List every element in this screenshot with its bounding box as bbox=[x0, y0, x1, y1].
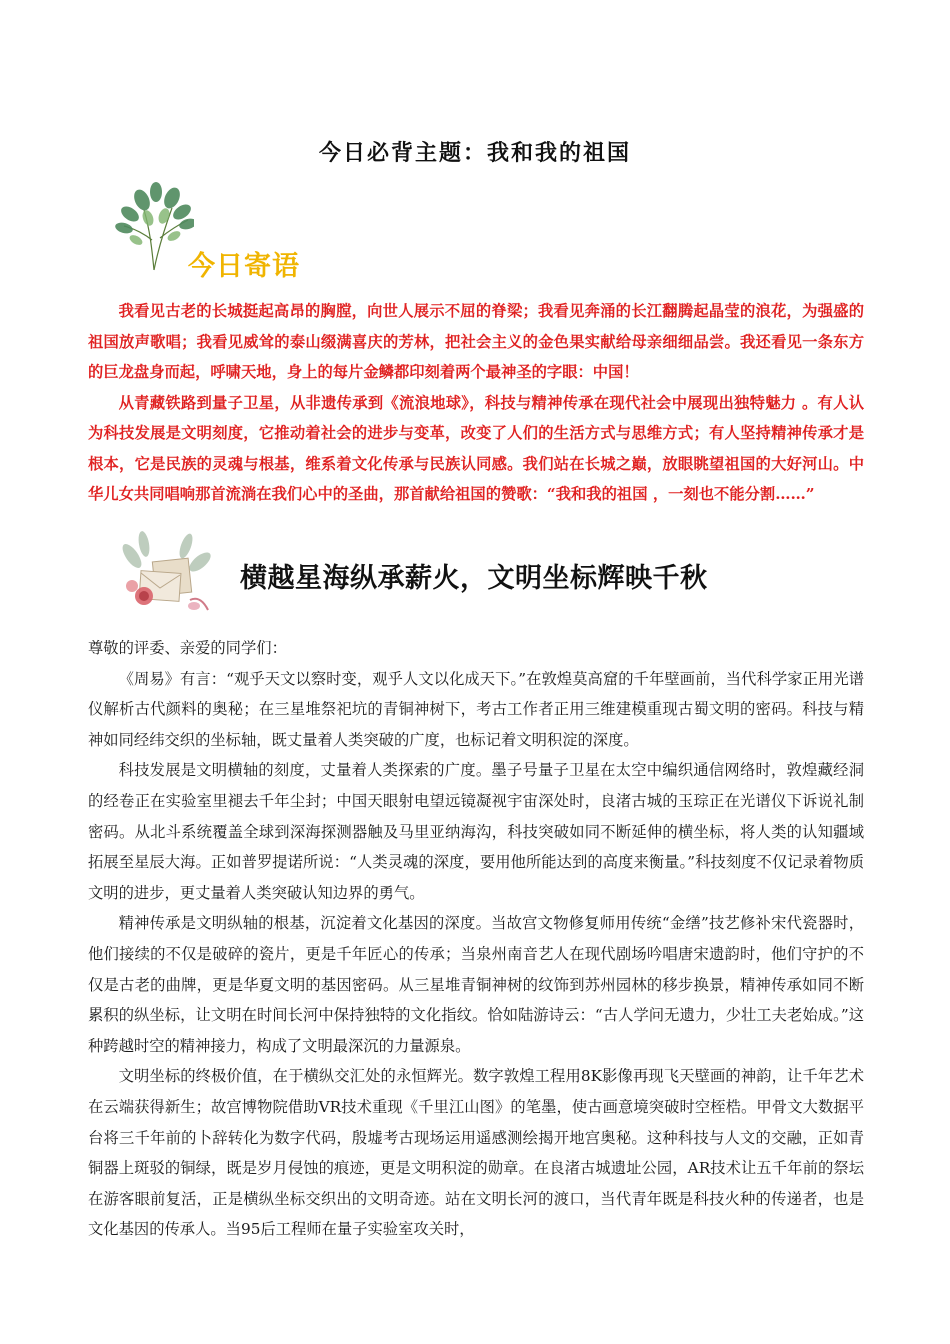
essay-title: 横越星海纵承薪火，文明坐标辉映千秋 bbox=[240, 563, 708, 594]
banner-label: 今日寄语 bbox=[188, 251, 300, 282]
essay-paragraph: 《周易》有言：“观乎天文以察时变，观乎人文以化成天下。”在敦煌莫高窟的千年壁画前，当代科学家正用光谱仪解析古代颜料的奥秘；在三星堆祭祀坑的青铜神树下，考古工作者正用三维建模重现古蜀文明的密码。科技与精神如同经纬交织的坐标轴，既丈量着人类突破的广度，也标记着文明积淀的深度。 bbox=[88, 669, 864, 749]
essay-paragraph: 文明坐标的终极价值，在于横纵交汇处的永恒辉光。数字敦煌工程用8K影像再现飞天壁画的神韵，让千年艺术在云端获得新生；故宫博物院借助VR技术重现《千里江山图》的笔墨，使古画意境突破时空桎梏。甲骨文大数据平台将三千年前的卜辞转化为数字代码，殷墟考古现场运用遥感测绘揭开地宫奥秘。这种科技与人文的交融，正如青铜器上斑驳的铜绿，既是岁月侵蚀的痕迹，更是文明积淀的勋章。在良渚古城遗址公园，AR技术让五千年前的祭坛在游客眼前复活，正是横纵坐标交织出的文明奇迹。站在文明长河的渡口，当代青年既是科技火种的传递者，也是文化基因的传承人。当95后工程师在量子实验室攻关时， bbox=[88, 1067, 864, 1239]
essay-body bbox=[88, 633, 864, 1245]
essay-paragraph: 科技发展是文明横轴的刻度，丈量着人类探索的广度。墨子号量子卫星在太空中编织通信网络时，敦煌藏经洞的经卷正在实验室里褪去千年尘封；中国天眼射电望远镜凝视宇宙深处时，良渚古城的玉琮正在光谱仪下诉说礼制密码。从北斗系统覆盖全球到深海探测器触及马里亚纳海沟，科技突破如同不断延伸的横坐标，将人类的认知疆域拓展至星辰大海。正如普罗提诺所说：“人类灵魂的深度，要用他所能达到的高度来衡量。”科技刻度不仅记录着物质文明的进步，更丈量着人类突破认知边界的勇气。 bbox=[88, 761, 864, 902]
message-paragraph: 从青藏铁路到量子卫星，从非遗传承到《流浪地球》，科技与精神传承在现代社会中展现出独特魅力 。有人认为科技发展是文明刻度，它推动着社会的进步与变革，改变了人们的生活方式与思维方式；有人坚持精神传承才是根本，它是民族的灵魂与根基，维系着文化传承与民族认同感。我们站在长城之巅，放眼眺望祖国的大好河山。中华儿女共同唱响那首流淌在我们心中的圣曲，那首献给祖国的赞歌：“我和我的祖国 ，一刻也不能分割……” bbox=[88, 393, 864, 503]
flower-letter-decoration-icon bbox=[114, 526, 214, 618]
message-paragraph: 我看见古老的长城挺起高昂的胸膛，向世人展示不屈的脊梁；我看见奔涌的长江翻腾起晶莹的浪花，为强盛的祖国放声歌唱；我看见威耸的泰山缀满喜庆的芳林，把社会主义的金色果实献给母亲细细品尝。我还看见一条东方的巨龙盘身而起，呼啸天地，身上的每片金鳞都印刻着两个最神圣的字眼：中国！ bbox=[88, 302, 864, 381]
message-block bbox=[88, 296, 864, 510]
essay-greeting: 尊敬的评委、亲爱的同学们： bbox=[88, 639, 287, 657]
page-title: 今日必背主题：我和我的祖国 bbox=[318, 140, 631, 166]
leaf-decoration-icon bbox=[114, 180, 194, 272]
essay-paragraph: 精神传承是文明纵轴的根基，沉淀着文化基因的深度。当故宫文物修复师用传统“金缮”技艺修补宋代瓷器时，他们接续的不仅是破碎的瓷片，更是千年匠心的传承；当泉州南音艺人在现代剧场吟唱唐宋遗韵时，他们守护的不仅是古老的曲牌，更是华夏文明的基因密码。从三星堆青铜神树的纹饰到苏州园林的移步换景，精神传承如同不断累积的纵坐标，让文明在时间长河中保持独特的文化指纹。恰如陆游诗云：“古人学问无遗力，少壮工夫老始成。”这种跨越时空的精神接力，构成了文明最深沉的力量源泉。 bbox=[88, 914, 864, 1055]
